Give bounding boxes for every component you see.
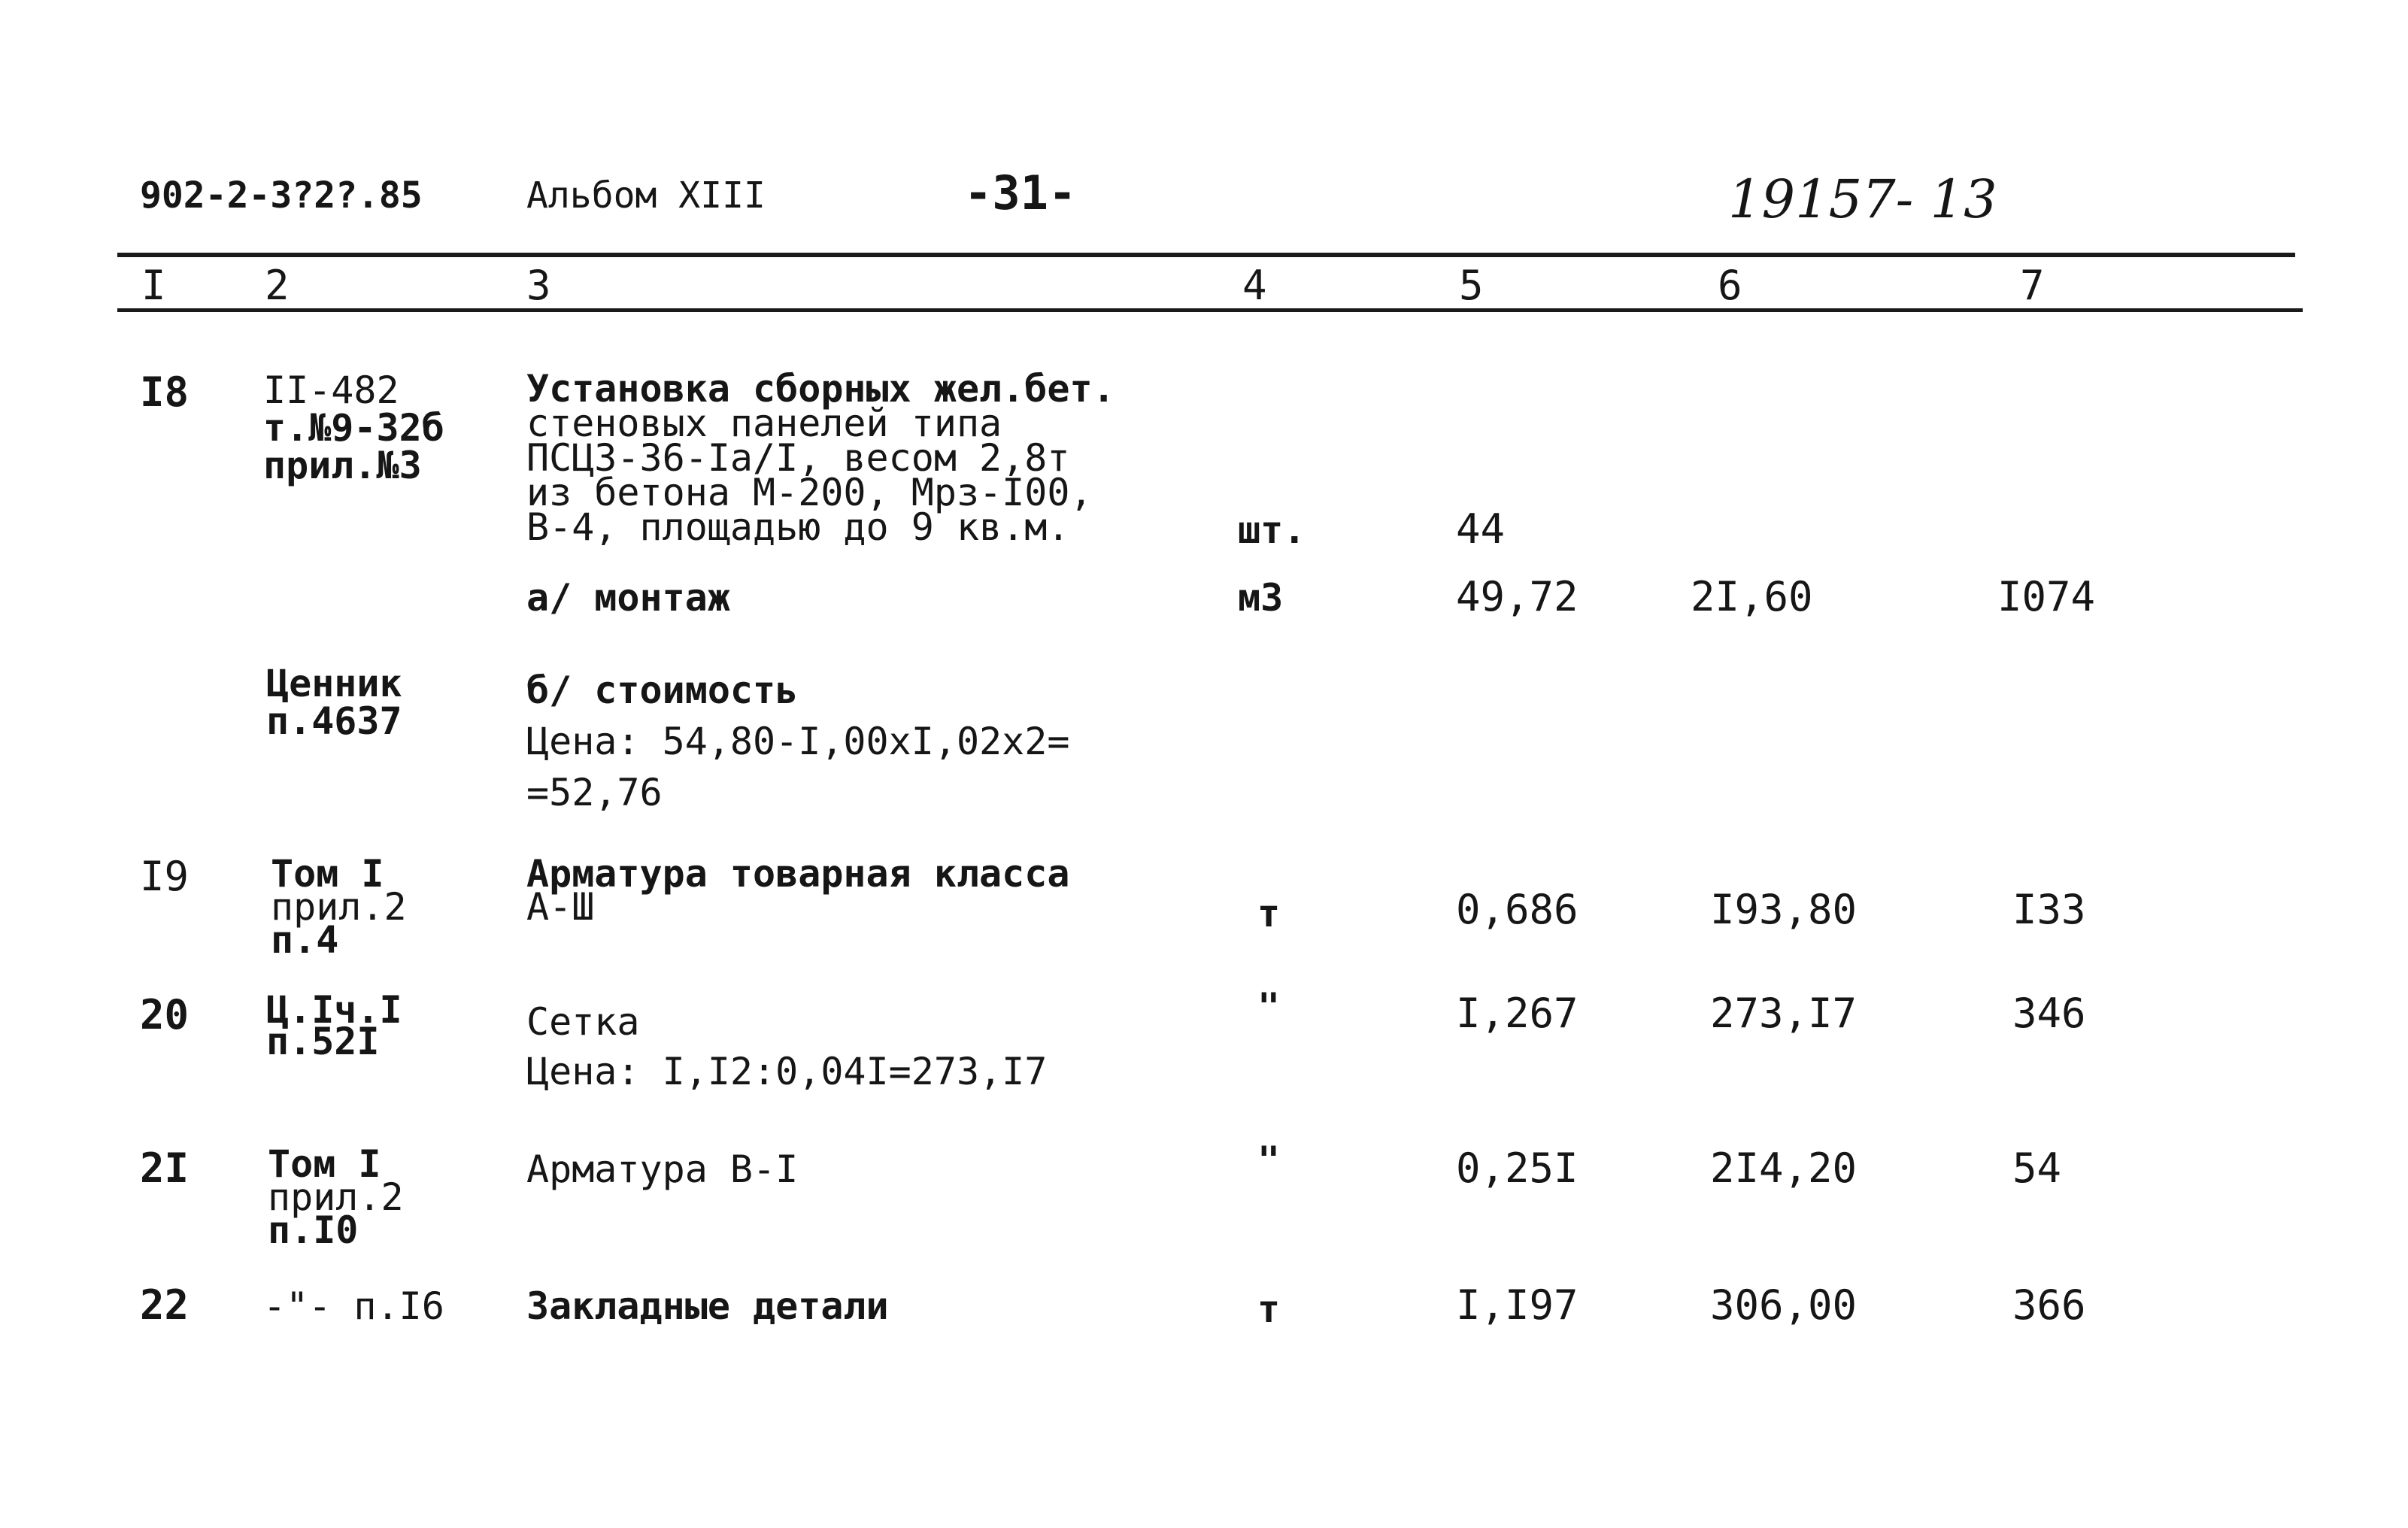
col-header-3: 3 [526,262,551,309]
row-total: I074 [1997,573,2096,620]
col-header-5: 5 [1459,262,1484,309]
document-code: 902-2-3?2?.85 [140,174,423,217]
row-reference: -"- п.I6 [263,1284,444,1328]
row-number: I8 [140,368,190,416]
row-quantity: I,267 [1456,990,1579,1037]
row-price: 2I4,20 [1710,1144,1858,1192]
row-unit: шт. [1238,508,1306,552]
row-price: 306,00 [1710,1281,1858,1329]
row-price: 2I,60 [1691,573,1813,620]
row-quantity: 44 [1456,505,1506,553]
row-total: 366 [2012,1281,2086,1329]
col-header-6: 6 [1718,262,1742,309]
row-number: 20 [140,991,190,1038]
row-description: а/ монтаж [526,576,730,620]
col-header-2: 2 [265,262,290,309]
row-description: Закладные детали [526,1284,889,1328]
row-description: Арматура товарная класса А-Ш [526,852,1070,929]
row-reference: Том I прил.2 п.4 [271,852,407,962]
row-number: 2I [140,1144,190,1192]
row-total: 346 [2012,990,2086,1037]
row-reference: II-482 т.№9-32б прил.№3 [263,368,444,487]
row-description: б/ стоимость Цена: 54,80-I,00хI,02х2= =52,76 [526,668,1070,814]
row-unit: т [1257,892,1281,935]
row-quantity: 0,25I [1456,1144,1579,1192]
row-number: I9 [140,853,190,900]
row-quantity: 0,686 [1456,886,1579,933]
header-bottom-rule [117,308,2303,312]
col-header-4: 4 [1242,262,1267,309]
row-description: Установка сборных жел.бет. стеновых панелей типа ПСЦЗ-36-Iа/I, весом 2,8т из бетона М-200, Мрз-I00, В-4, площадью до 9 кв.м. [526,367,1115,549]
row-price: I93,80 [1710,886,1858,933]
row-total: 54 [2012,1144,2062,1192]
header-top-rule [117,253,2295,257]
row-unit: " [1257,1138,1281,1182]
row-unit: т [1257,1287,1281,1331]
row-total: I33 [2012,886,2086,933]
row-description: Арматура В-I [526,1148,799,1191]
row-reference: Ц.Iч.I п.52I [266,988,402,1063]
handwritten-number: 19157- 13 [1728,168,1997,230]
row-price: 273,I7 [1710,990,1858,1037]
row-quantity: 49,72 [1456,573,1579,620]
row-unit: м3 [1238,576,1284,620]
album-title: Альбом XIII [526,174,766,217]
row-reference: Ценник п.4637 [266,662,402,743]
page-number: -31- [964,165,1077,220]
col-header-1: I [141,262,166,309]
row-quantity: I,I97 [1456,1281,1579,1329]
row-number: 22 [140,1281,190,1329]
row-unit: " [1257,985,1281,1029]
row-reference: Том I прил.2 п.I0 [268,1142,404,1252]
row-description: Сетка Цена: I,I2:0,04I=273,I7 [526,1000,1048,1093]
col-header-7: 7 [2020,262,2045,309]
